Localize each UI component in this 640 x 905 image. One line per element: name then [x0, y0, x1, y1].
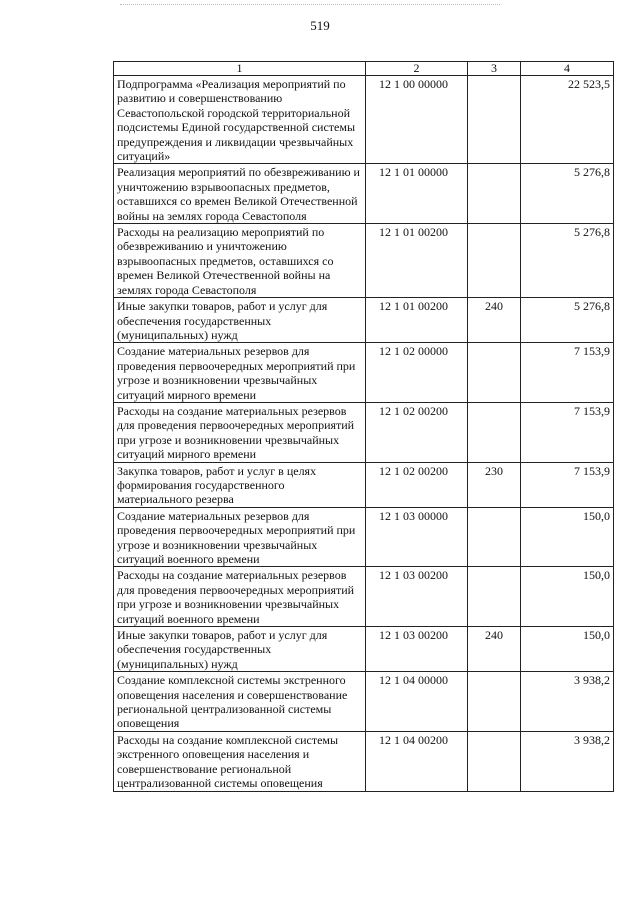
- row-type: [468, 76, 521, 164]
- row-code: 12 1 03 00200: [366, 627, 468, 672]
- table-header-row: [114, 62, 614, 76]
- row-name: Иные закупки товаров, работ и услуг для обеспечения государственных (муниципальных) нужд: [114, 627, 366, 672]
- page-number: 519: [310, 18, 330, 33]
- table-row: [114, 298, 614, 343]
- row-sum: 7 153,9: [521, 402, 614, 462]
- row-name: Создание комплексной системы экстренного оповещения населения и совершенствование региональной централизованной системы оповещения: [114, 672, 366, 732]
- table-row: [114, 627, 614, 672]
- row-code: 12 1 02 00200: [366, 462, 468, 507]
- table-row: [114, 76, 614, 164]
- row-sum: 5 276,8: [521, 224, 614, 298]
- row-type: [468, 672, 521, 732]
- row-code: 12 1 03 00000: [366, 507, 468, 567]
- row-code: 12 1 00 00000: [366, 76, 468, 164]
- table-row: [114, 343, 614, 403]
- row-name: Создание материальных резервов для проведения первоочередных мероприятий при угрозе и возникновении чрезвычайных ситуаций военного времени: [114, 507, 366, 567]
- budget-table: [113, 61, 614, 792]
- row-type: [468, 567, 521, 627]
- row-type: [468, 343, 521, 403]
- table-row: [114, 731, 614, 791]
- row-type: [468, 507, 521, 567]
- row-sum: 3 938,2: [521, 731, 614, 791]
- scan-top-edge: [120, 0, 500, 5]
- row-name: Расходы на создание материальных резервов для проведения первоочередных мероприятий при угрозе и возникновении чрезвычайных ситуаций мирного времени: [114, 402, 366, 462]
- row-code: 12 1 03 00200: [366, 567, 468, 627]
- row-code: 12 1 04 00000: [366, 672, 468, 732]
- column-header-type: 3: [468, 62, 521, 76]
- row-name: Реализация мероприятий по обезвреживанию и уничтожению взрывоопасных предметов, оставшихся со времен Великой Отечественной войны на землях города Севастополя: [114, 164, 366, 224]
- table-row: [114, 224, 614, 298]
- table-row: [114, 462, 614, 507]
- row-type: [468, 731, 521, 791]
- table-row: [114, 567, 614, 627]
- row-type: [468, 402, 521, 462]
- row-name: Закупка товаров, работ и услуг в целях формирования государственного материального резерва: [114, 462, 366, 507]
- row-sum: 7 153,9: [521, 462, 614, 507]
- table-row: [114, 507, 614, 567]
- row-type: 230: [468, 462, 521, 507]
- row-type: 240: [468, 627, 521, 672]
- row-code: 12 1 01 00200: [366, 298, 468, 343]
- table-row: [114, 402, 614, 462]
- table-row: [114, 672, 614, 732]
- row-sum: 150,0: [521, 567, 614, 627]
- row-code: 12 1 04 00200: [366, 731, 468, 791]
- column-header-code: 2: [366, 62, 468, 76]
- row-code: 12 1 01 00200: [366, 224, 468, 298]
- row-code: 12 1 02 00000: [366, 343, 468, 403]
- row-name: Расходы на реализацию мероприятий по обезвреживанию и уничтожению взрывоопасных предметов, оставшихся со времен Великой Отечественной войны на землях города Севастополя: [114, 224, 366, 298]
- table-row: [114, 164, 614, 224]
- row-sum: 5 276,8: [521, 298, 614, 343]
- row-name: Подпрограмма «Реализация мероприятий по развитию и совершенствованию Севастопольской городской территориальной подсистемы Единой государственной системы предупреждения и ликвидации чрезвычайных ситуаций»: [114, 76, 366, 164]
- row-sum: 22 523,5: [521, 76, 614, 164]
- row-sum: 150,0: [521, 507, 614, 567]
- row-type: 240: [468, 298, 521, 343]
- row-name: Расходы на создание комплексной системы экстренного оповещения населения и совершенствование региональной централизованной системы оповещения: [114, 731, 366, 791]
- row-code: 12 1 02 00200: [366, 402, 468, 462]
- row-name: Расходы на создание материальных резервов для проведения первоочередных мероприятий при угрозе и возникновении чрезвычайных ситуаций военного времени: [114, 567, 366, 627]
- row-name: Создание материальных резервов для проведения первоочередных мероприятий при угрозе и возникновении чрезвычайных ситуаций мирного времени: [114, 343, 366, 403]
- row-sum: 7 153,9: [521, 343, 614, 403]
- row-sum: 5 276,8: [521, 164, 614, 224]
- row-type: [468, 224, 521, 298]
- row-sum: 150,0: [521, 627, 614, 672]
- row-type: [468, 164, 521, 224]
- row-sum: 3 938,2: [521, 672, 614, 732]
- row-code: 12 1 01 00000: [366, 164, 468, 224]
- column-header-sum: 4: [521, 62, 614, 76]
- row-name: Иные закупки товаров, работ и услуг для обеспечения государственных (муниципальных) нужд: [114, 298, 366, 343]
- column-header-name: 1: [114, 62, 366, 76]
